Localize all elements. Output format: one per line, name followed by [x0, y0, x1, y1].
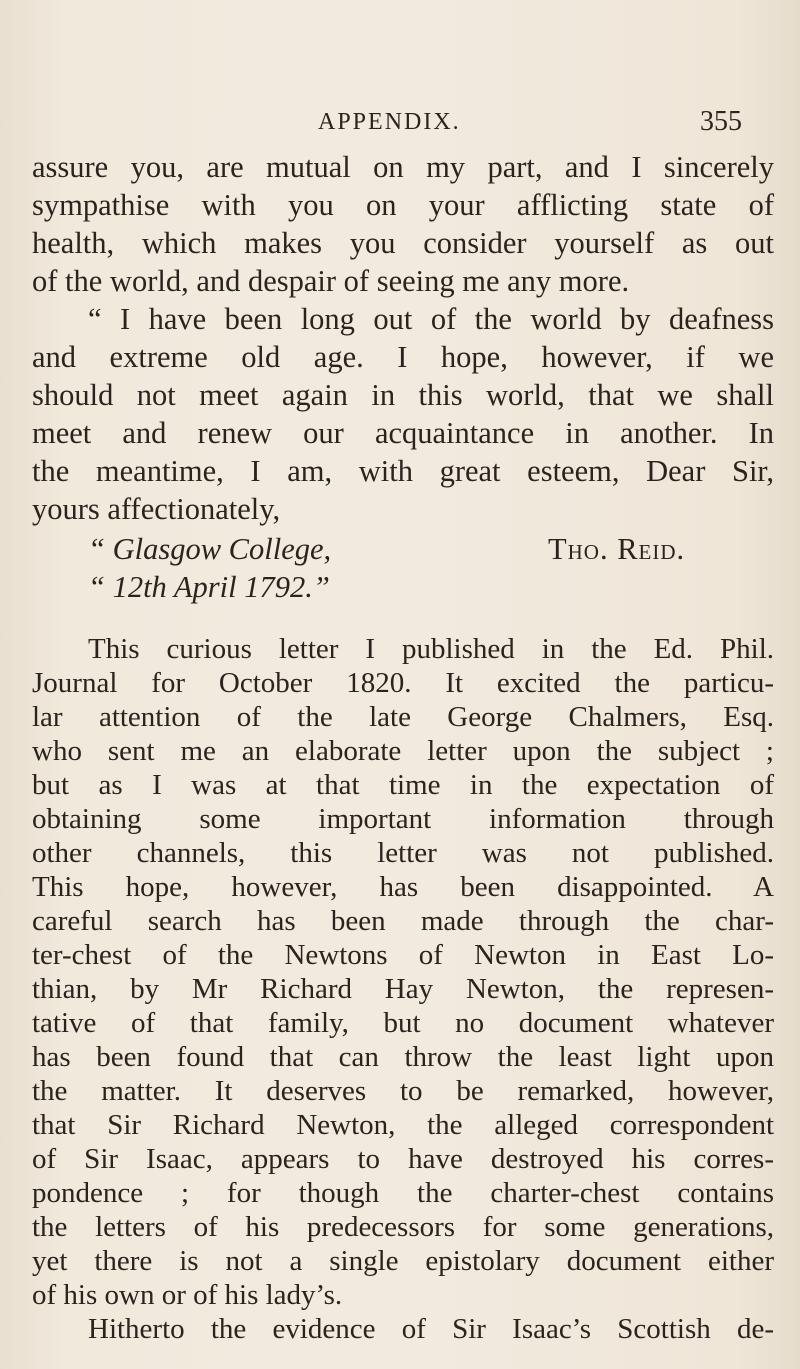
text-line: meet and renew our acquaintance in another. In [32, 416, 774, 450]
text-line: Hitherto the evidence of Sir Isaac’s Scottish de- [88, 1313, 774, 1345]
page-number: 355 [700, 106, 742, 137]
text-line: “ I have been long out of the world by deafness [88, 302, 774, 336]
text-line: of his own or of his lady’s. [32, 1279, 343, 1311]
text-line: other channels, this letter was not published. [32, 837, 774, 869]
text-line: that Sir Richard Newton, the alleged correspondent [32, 1109, 774, 1141]
text-line: the matter. It deserves to be remarked, however, [32, 1075, 774, 1107]
text-line: the meantime, I am, with great esteem, Dear Sir, [32, 454, 774, 488]
text-line: the letters of his predecessors for some generations, [32, 1211, 774, 1243]
signature-signer: Tho. Reid. [548, 532, 686, 566]
signature-place: “ Glasgow College, [88, 532, 332, 566]
text-line: who sent me an elaborate letter upon the subject ; [32, 735, 774, 767]
text-line: Journal for October 1820. It excited the particu- [32, 667, 774, 699]
text-line: sympathise with you on your afflicting state of [32, 188, 774, 222]
text-line: yours affectionately, [32, 492, 281, 526]
text-line: of Sir Isaac, appears to have destroyed his corres- [32, 1143, 774, 1175]
text-line: lar attention of the late George Chalmers, Esq. [32, 701, 774, 733]
text-line: This curious letter I published in the Ed. Phil. [88, 633, 774, 665]
signature-date: “ 12th April 1792.” [88, 570, 330, 604]
text-line: of the world, and despair of seeing me any more. [32, 264, 630, 298]
text-line: should not meet again in this world, that we shall [32, 378, 774, 412]
text-line: yet there is not a single epistolary document either [32, 1245, 774, 1277]
text-line: health, which makes you consider yourself as out [32, 226, 774, 260]
text-line: tative of that family, but no document whatever [32, 1007, 774, 1039]
text-line: but as I was at that time in the expectation of [32, 769, 774, 801]
text-line: obtaining some important information through [32, 803, 774, 835]
text-line: This hope, however, has been disappointed. A [32, 871, 774, 903]
text-line: ter-chest of the Newtons of Newton in East Lo- [32, 939, 774, 971]
text-line: thian, by Mr Richard Hay Newton, the represen- [32, 973, 774, 1005]
running-head: APPENDIX. [318, 109, 461, 135]
page-header [0, 104, 800, 140]
text-line: careful search has been made through the char- [32, 905, 774, 937]
text-line: and extreme old age. I hope, however, if we [32, 340, 774, 374]
text-line: assure you, are mutual on my part, and I sincerely [32, 150, 774, 184]
text-line: has been found that can throw the least light upon [32, 1041, 774, 1073]
text-line: pondence ; for though the charter-chest contains [32, 1177, 774, 1209]
